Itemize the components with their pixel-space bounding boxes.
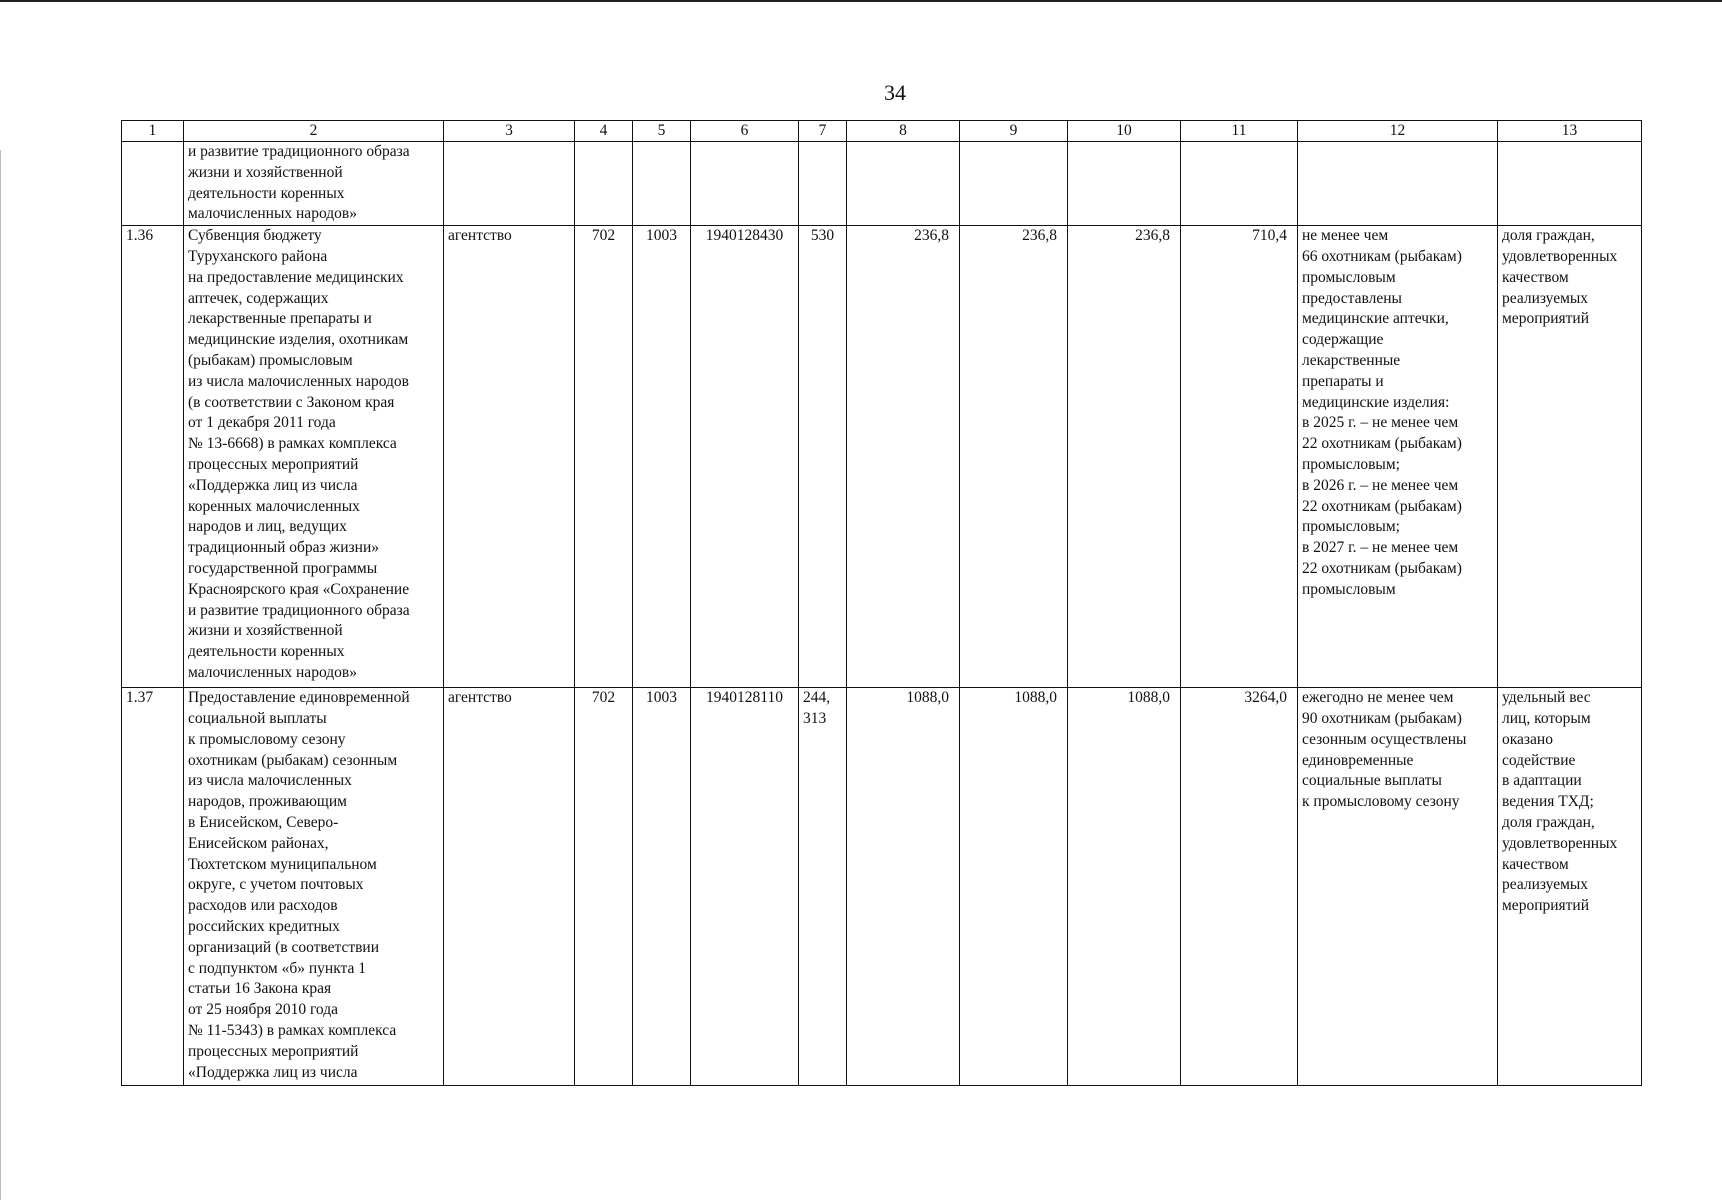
cell-indicator: доля граждан, удовлетворенных качеством реализуемых мероприятий: [1498, 226, 1642, 688]
cell-total: 710,4: [1181, 226, 1298, 688]
cell-indicator: удельный вес лиц, которым оказано содействие в адаптации ведения ТХД; доля граждан, удовлетворенных качеством реализуемых мероприятий: [1498, 688, 1642, 1086]
col-header-13: 13: [1498, 121, 1642, 142]
budget-table: [121, 120, 1642, 1086]
col-header-6: 6: [691, 121, 799, 142]
cell-description: и развитие традиционного образа жизни и хозяйственной деятельности коренных малочисленных народов»: [184, 142, 444, 226]
cell-gp: 702: [575, 226, 633, 688]
cell-description: Предоставление единовременной социальной выплаты к промысловому сезону охотникам (рыбакам) сезонным из числа малочисленных народов, проживающим в Енисейском, Северо- Енисейском районах, Тюхтетском муниципальном округе, с учетом почтовых расходов или расходов российских кредитных организаций (в соответствии с подпунктом «б» пункта 1 статьи 16 Закона края от 25 ноября 2010 года № 11-5343) в рамках комплекса процессных мероприятий «Поддержка лиц из числа: [184, 688, 444, 1086]
cell-target: 1940128110: [691, 688, 799, 1086]
cell-year-2: 1088,0: [960, 688, 1068, 1086]
cell-section: 1003: [633, 226, 691, 688]
cell-section: 1003: [633, 688, 691, 1086]
col-header-11: 11: [1181, 121, 1298, 142]
table-row: [122, 688, 1642, 1086]
cell-year-3: 236,8: [1068, 226, 1181, 688]
cell-description: Субвенция бюджету Туруханского района на предоставление медицинских аптечек, содержащих лекарственные препараты и медицинские изделия, охотникам (рыбакам) промысловым из числа малочисленных народов (в соответствии с Законом края от 1 декабря 2011 года № 13-6668) в рамках комплекса процессных мероприятий «Поддержка лиц из числа коренных малочисленных народов и лиц, ведущих традиционный образ жизни» государственной программы Красноярского края «Сохранение и развитие традиционного образа жизни и хозяйственной деятельности коренных малочисленных народов»: [184, 226, 444, 688]
continuation-row: [122, 142, 1642, 226]
col-header-10: 10: [1068, 121, 1181, 142]
header-row: [122, 121, 1642, 142]
cell-total: 3264,0: [1181, 688, 1298, 1086]
cell-year-3: 1088,0: [1068, 688, 1181, 1086]
cell-year-2: 236,8: [960, 226, 1068, 688]
cell-year-1: 236,8: [847, 226, 960, 688]
cell-target: 1940128430: [691, 226, 799, 688]
cell-expense-type: 530: [799, 226, 847, 688]
col-header-5: 5: [633, 121, 691, 142]
cell-executor: агентство: [444, 688, 575, 1086]
scan-top-border: [0, 0, 1722, 2]
col-header-4: 4: [575, 121, 633, 142]
cell-result: ежегодно не менее чем 90 охотникам (рыбакам) сезонным осуществлены единовременные социальные выплаты к промысловому сезону: [1298, 688, 1498, 1086]
col-header-7: 7: [799, 121, 847, 142]
page-number: 34: [884, 80, 906, 105]
cell-result: не менее чем 66 охотникам (рыбакам) промысловым предоставлены медицинские аптечки, содержащие лекарственные препараты и медицинские изделия: в 2025 г. – не менее чем 22 охотникам (рыбакам) промысловым; в 2026 г. – не менее чем 22 охотникам (рыбакам) промысловым; в 2027 г. – не менее чем 22 охотникам (рыбакам) промысловым: [1298, 226, 1498, 688]
col-header-9: 9: [960, 121, 1068, 142]
col-header-1: 1: [122, 121, 184, 142]
cell-executor: агентство: [444, 226, 575, 688]
cell-num: 1.36: [122, 226, 184, 688]
cell-gp: 702: [575, 688, 633, 1086]
col-header-8: 8: [847, 121, 960, 142]
cell-year-1: 1088,0: [847, 688, 960, 1086]
cell-expense-type: 244, 313: [799, 688, 847, 1086]
col-header-12: 12: [1298, 121, 1498, 142]
scan-left-edge: [0, 150, 1, 1200]
col-header-2: 2: [184, 121, 444, 142]
cell-num: [122, 142, 184, 226]
table-row: [122, 226, 1642, 688]
cell-num: 1.37: [122, 688, 184, 1086]
col-header-3: 3: [444, 121, 575, 142]
